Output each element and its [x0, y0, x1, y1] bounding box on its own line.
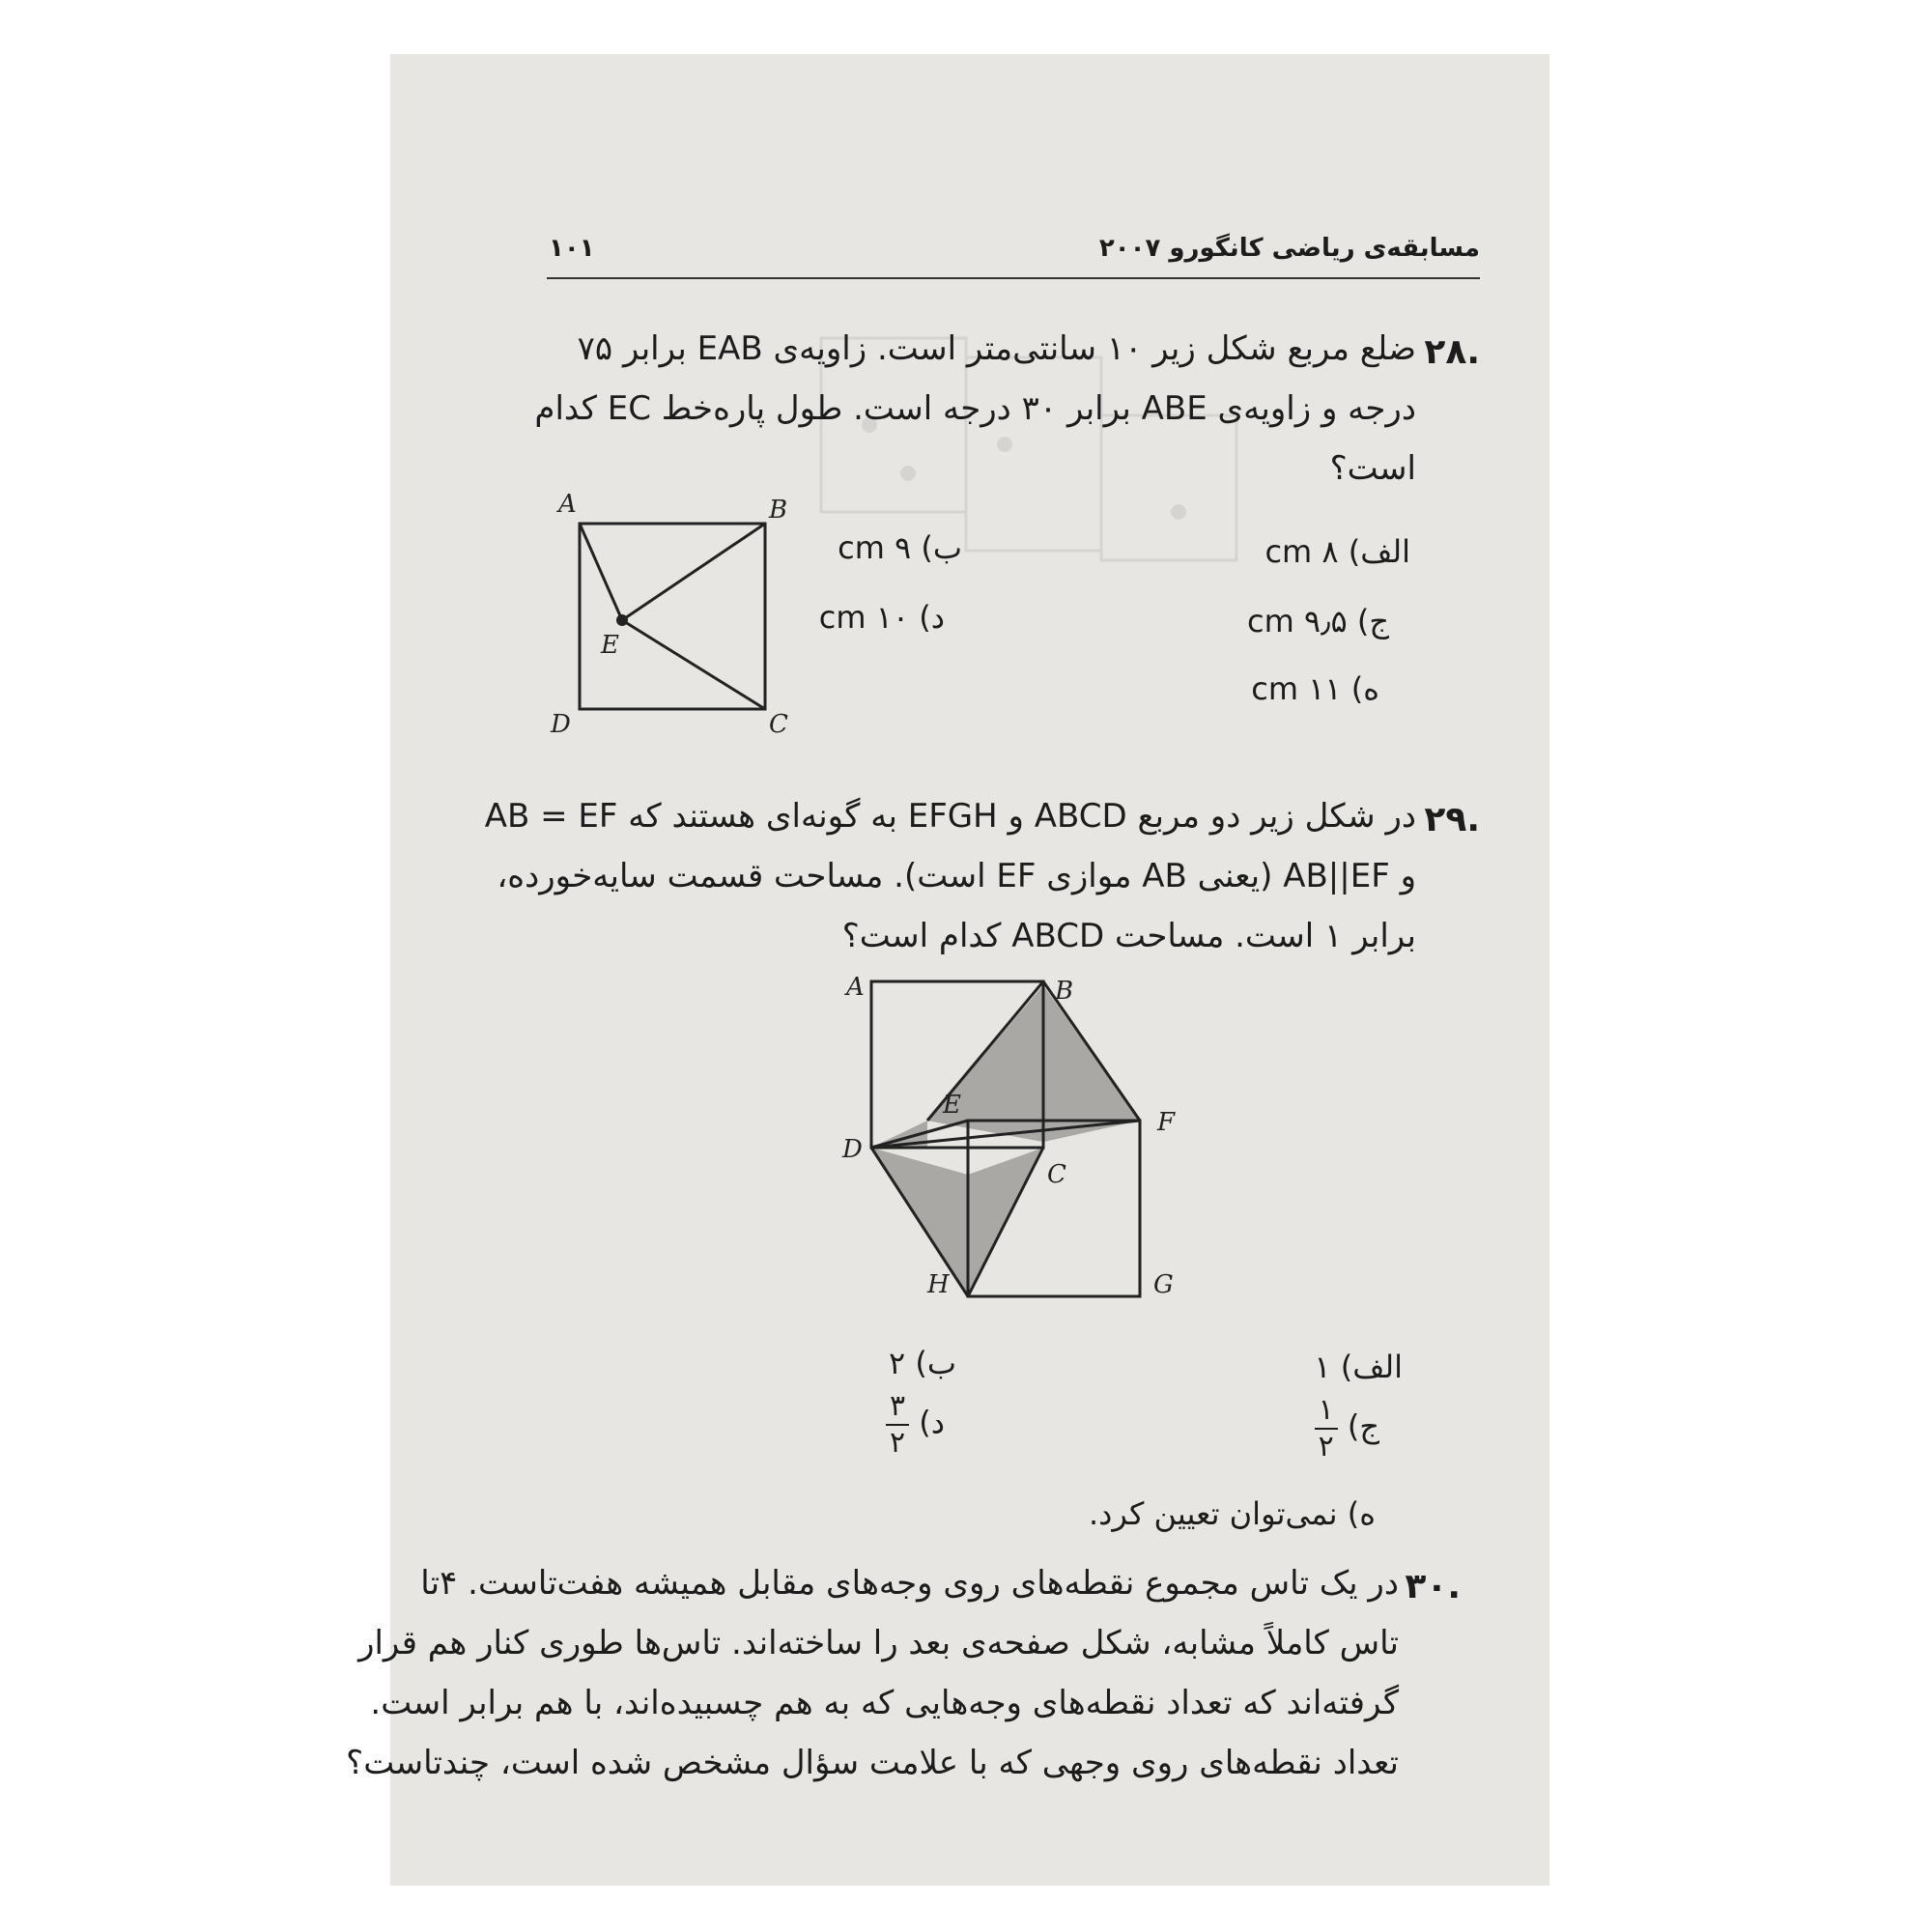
q29-option-d-fraction	[886, 1391, 909, 1458]
q29-label-D: D	[842, 1135, 863, 1164]
q28-option-a: الف) ۸ cm	[1264, 533, 1410, 570]
q28-segment-BE	[622, 524, 765, 620]
running-title: مسابقه‌ی ریاضی کانگورو ۲۰۰۷	[1098, 234, 1480, 263]
q28-segment-AE	[580, 524, 622, 620]
q29-option-d-numerator: ۳	[890, 1389, 906, 1423]
q29-option-c-numerator: ۱	[1318, 1393, 1334, 1427]
q29-label-G: G	[1153, 1270, 1174, 1299]
q29-two-squares-figure	[831, 966, 1198, 1314]
q29-line-3: برابر ۱ است. مساحت ABCD کدام است؟	[841, 917, 1416, 955]
q28-label-A: A	[558, 490, 577, 519]
header-rule	[547, 277, 1480, 279]
q29-option-b: ب) ۲	[889, 1345, 956, 1381]
q29-label-H: H	[927, 1270, 950, 1299]
q28-option-e: ه) ۱۱ cm	[1251, 670, 1379, 707]
q29-option-e: ه) نمی‌توان تعیین کرد.	[1089, 1495, 1376, 1532]
q29-option-d	[886, 1391, 945, 1458]
q29-shaded-triangle-top-right	[1043, 985, 1140, 1142]
q29-option-a: الف) ۱	[1314, 1349, 1403, 1385]
q28-label-B: B	[769, 496, 788, 525]
q29-label-E: E	[943, 1091, 961, 1120]
page-number: ۱۰۱	[549, 234, 595, 263]
q29-label-F: F	[1157, 1108, 1176, 1137]
q28-line-2: درجه و زاویه‌ی ABE برابر ۳۰ درجه است. طول پاره‌خط EC کدام	[534, 389, 1416, 428]
q29-label-C: C	[1047, 1160, 1066, 1189]
q28-label-E: E	[601, 631, 619, 660]
q28-segment-EC	[622, 620, 765, 709]
q28-line-3: است؟	[1329, 449, 1416, 488]
q28-point-E	[616, 614, 628, 626]
q28-label-C: C	[769, 710, 788, 739]
q28-option-d: د) ۱۰ cm	[818, 599, 945, 636]
q29-option-c	[1315, 1395, 1379, 1462]
q30-line-2: تاس کاملاً مشابه، شکل صفحه‌ی بعد را ساخته‌اند. تاس‌ها طوری کنار هم قرار	[358, 1624, 1399, 1662]
q28-line-1: ضلع مربع شکل زیر ۱۰ سانتی‌متر است. زاویه‌ی EAB برابر ۷۵	[577, 329, 1416, 368]
q28-option-c: ج) ۹٫۵ cm	[1246, 603, 1389, 639]
q30-line-1: در یک تاس مجموع نقطه‌های روی وجه‌های مقابل همیشه هفت‌تاست. ۴تا	[420, 1564, 1399, 1603]
q28-square	[580, 524, 765, 709]
q30-number: ۳۰.	[1405, 1567, 1461, 1606]
q29-option-c-fraction	[1315, 1395, 1338, 1462]
q30-line-3: گرفته‌اند که تعداد نقطه‌های وجه‌هایی که به هم چسبیده‌اند، با هم برابر است.	[370, 1684, 1399, 1722]
q29-number: ۲۹.	[1424, 800, 1480, 839]
q30-line-4: تعداد نقطه‌های روی وجهی که با علامت سؤال مشخص شده است، چندتاست؟	[346, 1744, 1399, 1782]
q28-number: ۲۸.	[1424, 332, 1480, 372]
q28-square-figure	[541, 483, 811, 744]
q28-option-b: ب) ۹ cm	[838, 529, 962, 566]
q28-label-D: D	[551, 710, 571, 739]
q29-option-d-prefix: د)	[919, 1404, 945, 1441]
q29-label-B: B	[1055, 977, 1074, 1006]
q29-option-d-denominator: ۲	[890, 1425, 906, 1460]
q29-line-1: در شکل زیر دو مربع ABCD و EFGH به گونه‌ای هستند که AB = EF	[484, 797, 1416, 836]
q29-line-2: و AB||EF (یعنی AB موازی EF است). مساحت قسمت سایه‌خورده،	[497, 857, 1416, 895]
q29-option-c-denominator: ۲	[1318, 1429, 1334, 1463]
q29-label-A: A	[846, 973, 865, 1002]
q29-option-c-prefix: ج)	[1347, 1407, 1379, 1445]
